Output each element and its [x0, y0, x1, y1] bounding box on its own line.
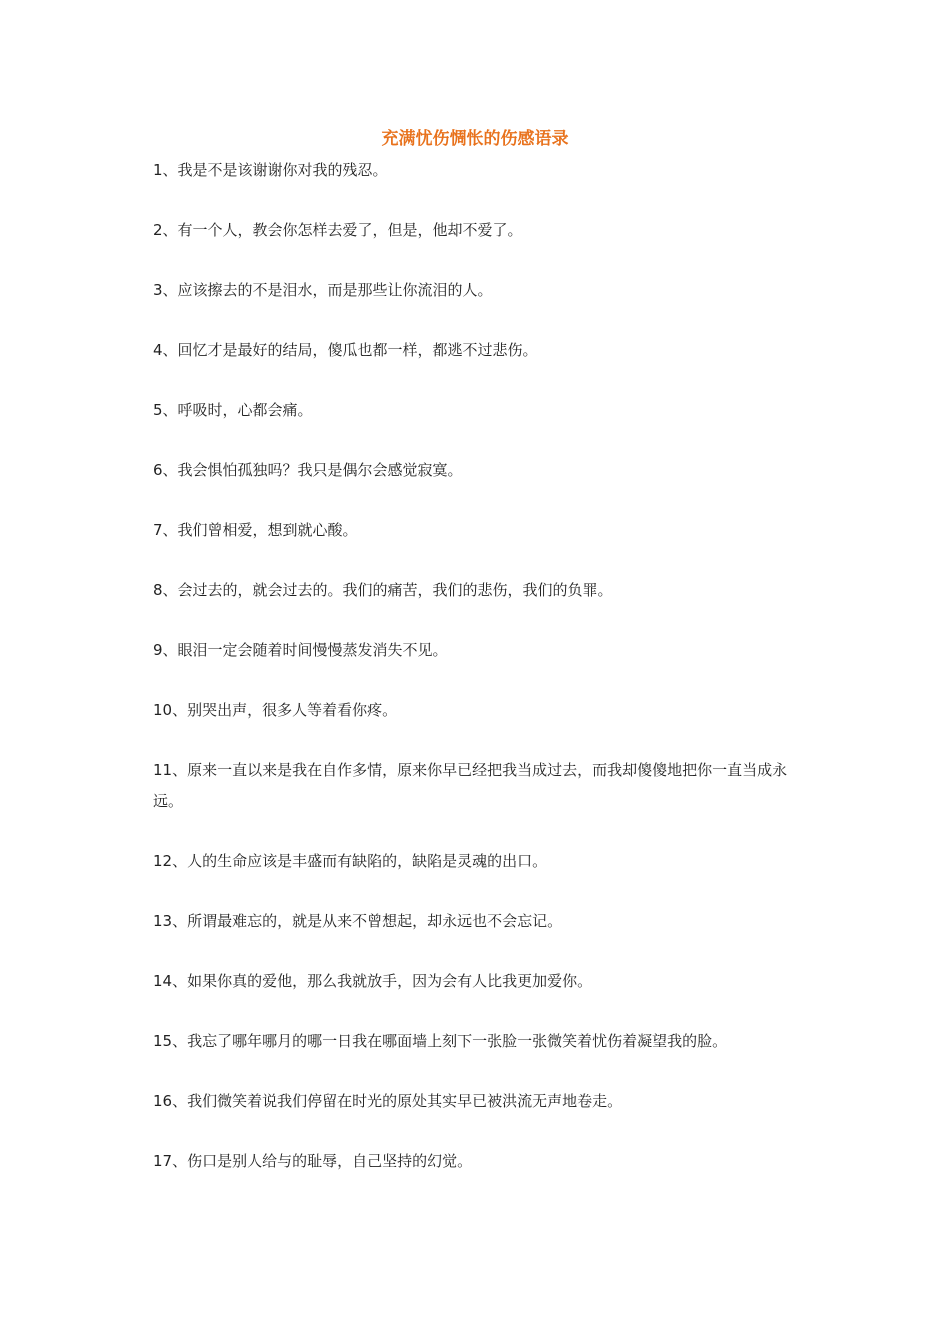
quote-item: 16、我们微笑着说我们停留在时光的原处其实早已被洪流无声地卷走。 [153, 1092, 623, 1110]
quote-item: 15、我忘了哪年哪月的哪一日我在哪面墙上刻下一张脸一张微笑着忧伤着凝望我的脸。 [153, 1032, 728, 1050]
quote-list [153, 155, 803, 1206]
quote-item: 17、伤口是别人给与的耻辱，自己坚持的幻觉。 [153, 1152, 473, 1170]
quote-item: 6、我会惧怕孤独吗？我只是偶尔会感觉寂寞。 [153, 461, 463, 479]
quote-item: 8、会过去的，就会过去的。我们的痛苦，我们的悲伤，我们的负罪。 [153, 581, 613, 599]
quote-item: 1、我是不是该谢谢你对我的残忍。 [153, 161, 388, 179]
quote-item: 4、回忆才是最好的结局，傻瓜也都一样，都逃不过悲伤。 [153, 341, 538, 359]
document-title: 充满忧伤惆怅的伤感语录 [381, 129, 569, 149]
quote-item: 5、呼吸时，心都会痛。 [153, 401, 313, 419]
quote-item: 12、人的生命应该是丰盛而有缺陷的，缺陷是灵魂的出口。 [153, 852, 548, 870]
quote-item: 14、如果你真的爱他，那么我就放手，因为会有人比我更加爱你。 [153, 972, 593, 990]
quote-item: 11、原来一直以来是我在自作多情，原来你早已经把我当成过去，而我却傻傻地把你一直当成永远。 [153, 761, 788, 810]
quote-item: 13、所谓最难忘的，就是从来不曾想起，却永远也不会忘记。 [153, 912, 563, 930]
quote-item: 7、我们曾相爱，想到就心酸。 [153, 521, 358, 539]
quote-item: 10、别哭出声，很多人等着看你疼。 [153, 701, 398, 719]
quote-item: 3、应该擦去的不是泪水，而是那些让你流泪的人。 [153, 281, 493, 299]
quote-item: 2、有一个人，教会你怎样去爱了，但是，他却不爱了。 [153, 221, 523, 239]
quote-item: 9、眼泪一定会随着时间慢慢蒸发消失不见。 [153, 641, 448, 659]
